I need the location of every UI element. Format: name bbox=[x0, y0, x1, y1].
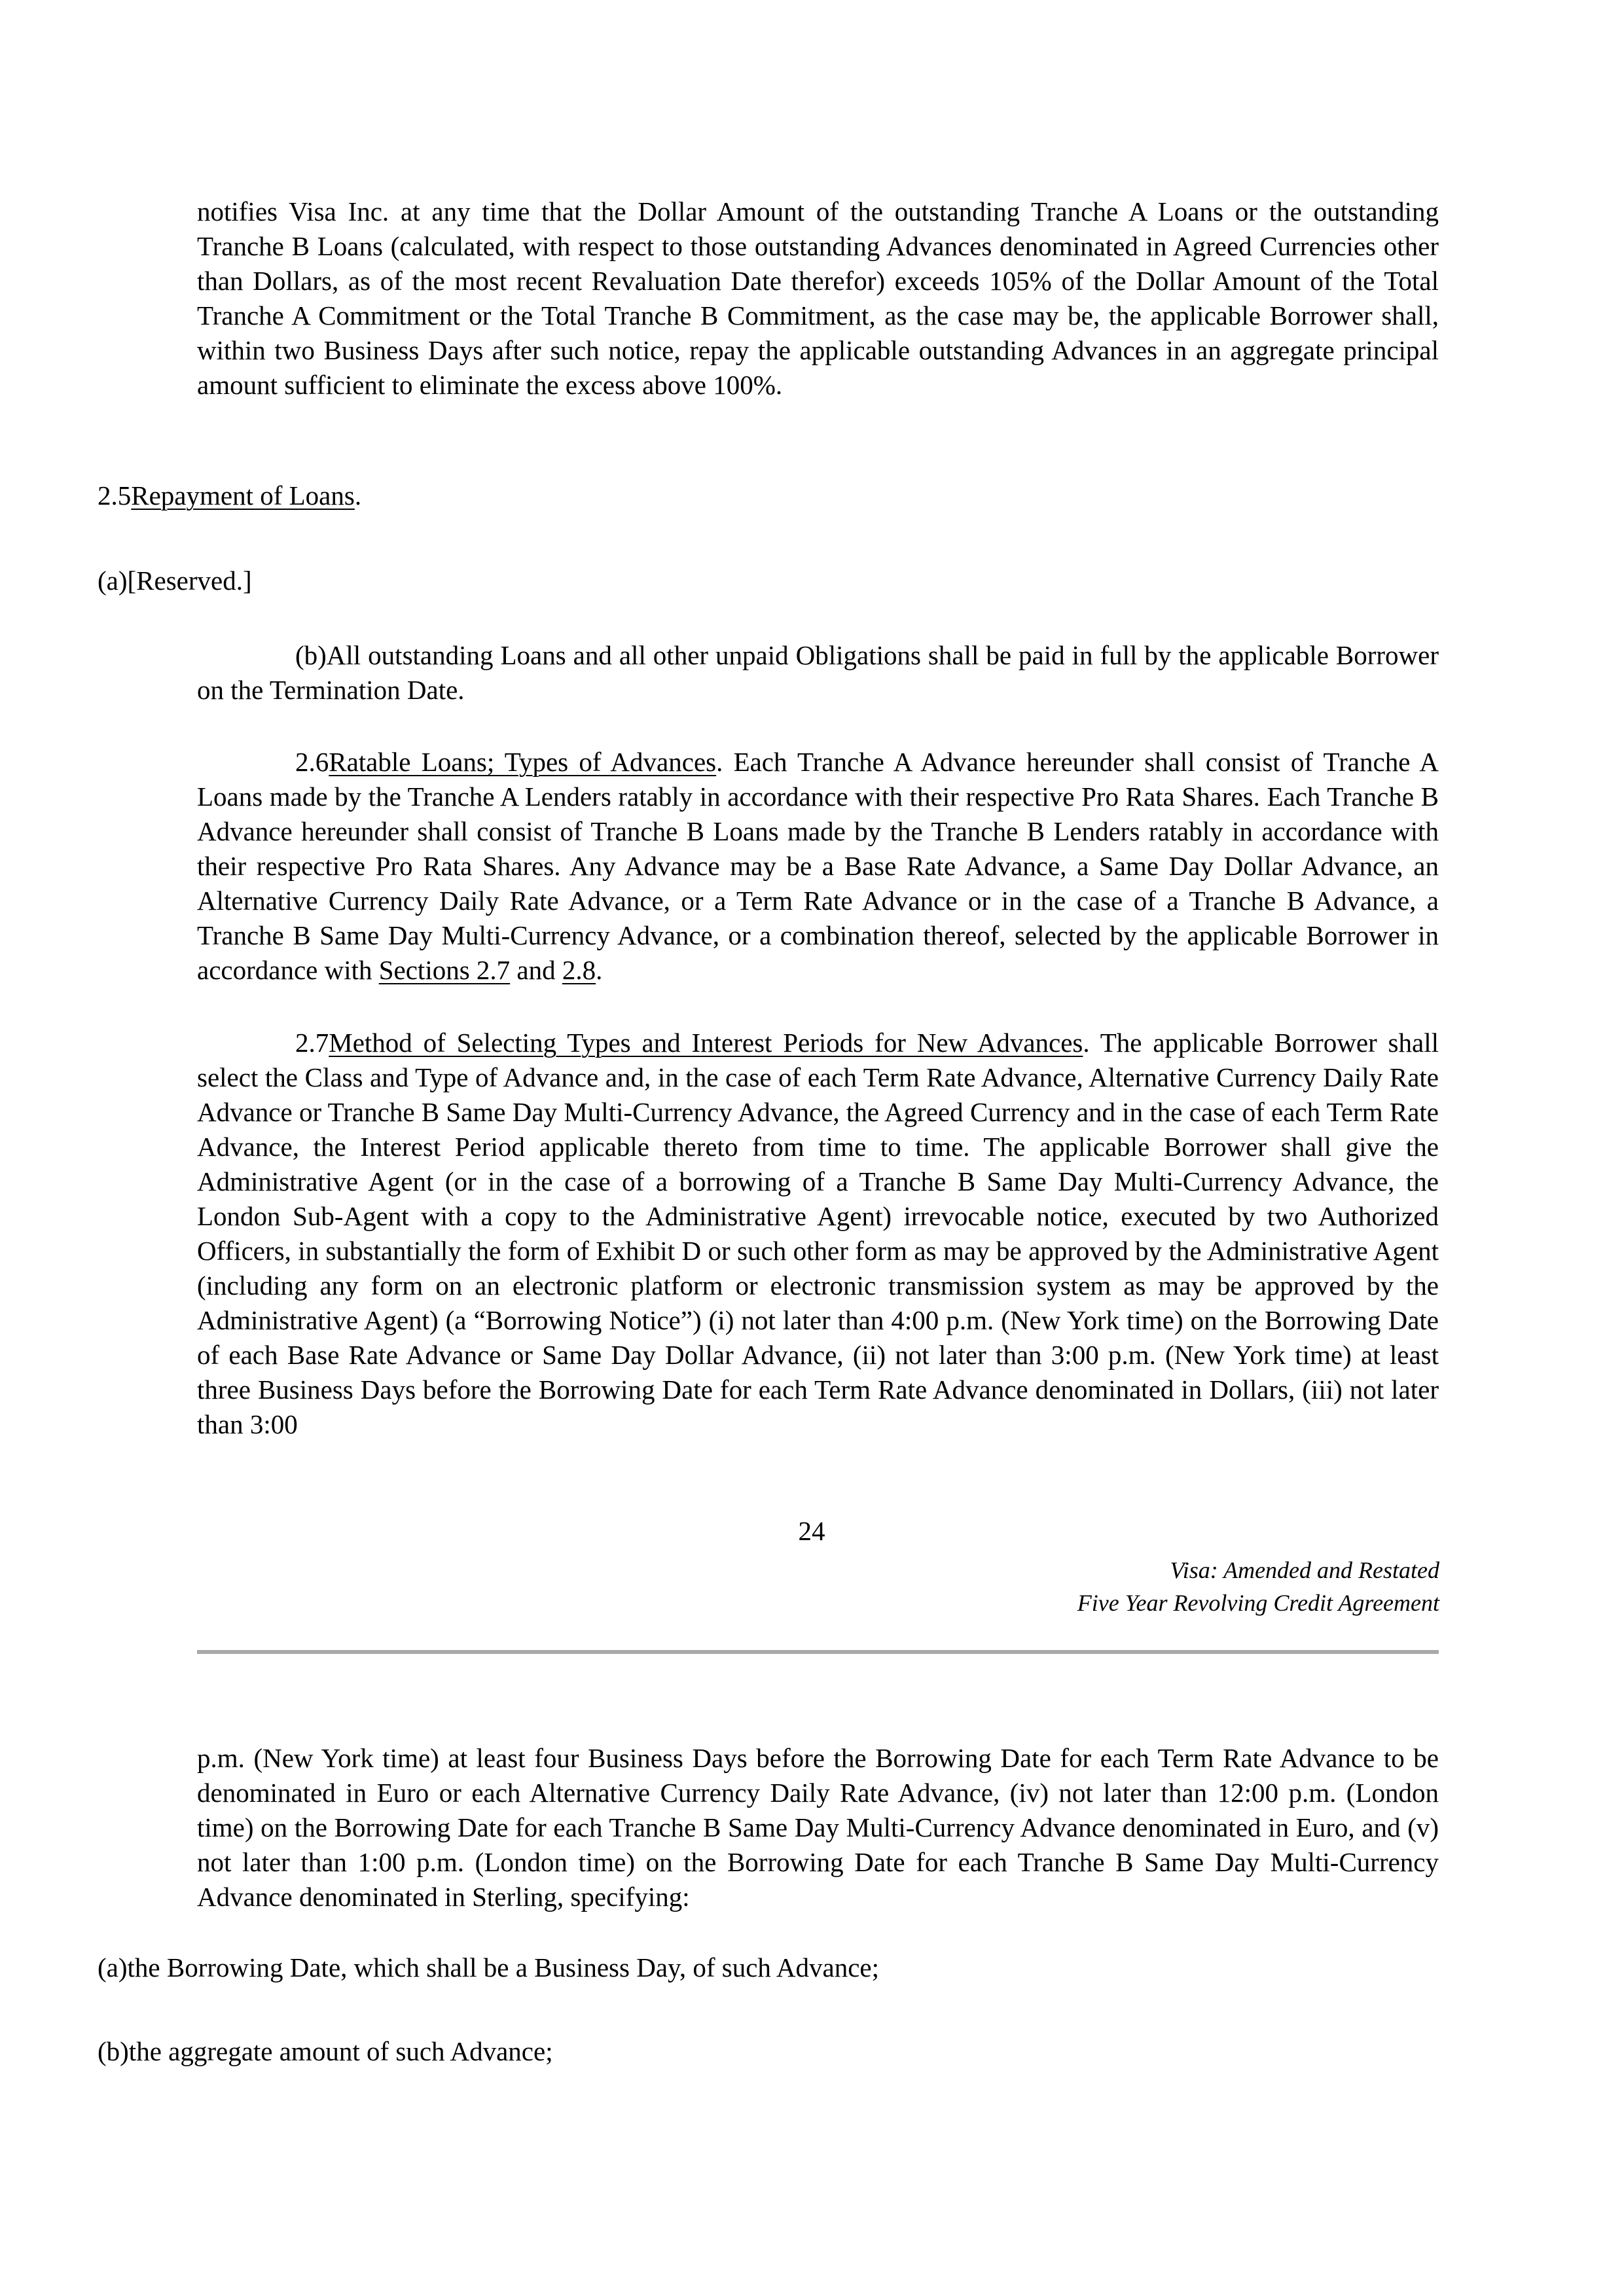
page-divider bbox=[197, 1650, 1439, 1654]
continuation-paragraph: p.m. (New York time) at least four Business Days before the Borrowing Date for each Term Rate Advance to be denominated in Euro or each Alternative Currency Daily Rate Advance, (iv) not later than 12:00 p.m. (London time) on the Borrowing Date for each Tranche B Same Day Multi-Currency Advance denominated in Euro, and (v) not later than 1:00 p.m. (London time) on the Borrowing Date for each Tranche B Same Day Multi-Currency Advance denominated in Sterling, specifying: bbox=[197, 1743, 1439, 1912]
section-number: 2.6 bbox=[295, 747, 329, 777]
section-body: . The applicable Borrower shall select the Class and Type of Advance and, in the case of each Term Rate Advance, Alternative Currency Daily Rate Advance or Tranche B Same Day Multi-Currency Advance, the Agreed Currency and in the case of each Term Rate Advance, the Interest Period applicable thereto from time to time. The applicable Borrower shall give the Administrative Agent (or in the case of a borrowing of a Tranche B Same Day Multi-Currency Advance, the London Sub-Agent with a copy to the Administrative Agent) irrevocable notice, executed by two Authorized Officers, in substantially the form of Exhibit D or such other form as may be approved by the Administrative Agent (including any form on an electronic platform or electronic transmission system as may be approved by the Administrative Agent) (a “Borrowing Notice”) (i) not later than 4:00 p.m. (New York time) on the Borrowing Date of each Base Rate Advance or Same Day Dollar Advance, (ii) not later than 3:00 p.m. (New York time) at least three Business Days before the Borrowing Date for each Term Rate Advance denominated in Dollars, (iii) not later than 3:00 bbox=[197, 1028, 1439, 1439]
page-number: 24 bbox=[798, 1516, 825, 1546]
list-item-a-borrowing-date: (a)the Borrowing Date, which shall be a Business Day, of such Advance; bbox=[98, 1952, 880, 1982]
section-title: Repayment of Loans bbox=[131, 480, 355, 511]
cross-reference: 2.8 bbox=[562, 955, 596, 985]
footer-line-1: Visa: Amended and Restated bbox=[1170, 1557, 1439, 1583]
section-2-7-paragraph bbox=[197, 1026, 1439, 1442]
list-item-a-reserved: (a)[Reserved.] bbox=[98, 565, 252, 596]
section-end: . bbox=[596, 955, 603, 985]
opening-paragraph: notifies Visa Inc. at any time that the Dollar Amount of the outstanding Tranche A Loans or the outstanding Tranche B Loans (calculated, with respect to those outstanding Advances denominated in Agreed Currencies other than Dollars, as of the most recent Revaluation Date therefor) exceeds 105% of the Dollar Amount of the Total Tranche A Commitment or the Total Tranche B Commitment, as the case may be, the applicable Borrower shall, within two Business Days after such notice, repay the applicable outstanding Advances in an aggregate principal amount sufficient to eliminate the excess above 100%. bbox=[197, 196, 1439, 400]
connector-text: and bbox=[510, 955, 562, 985]
list-item-b-aggregate-amount: (b)the aggregate amount of such Advance; bbox=[98, 2036, 553, 2066]
section-2-6-paragraph bbox=[197, 745, 1439, 988]
section-title: Method of Selecting Types and Interest Periods for New Advances bbox=[329, 1028, 1083, 1058]
section-number: 2.7 bbox=[295, 1028, 329, 1058]
list-item-b-paragraph: (b)All outstanding Loans and all other unpaid Obligations shall be paid in full by the applicable Borrower on the Termination Date. bbox=[197, 640, 1439, 705]
footer-line-2: Five Year Revolving Credit Agreement bbox=[1077, 1590, 1439, 1616]
section-body: . Each Tranche A Advance hereunder shall consist of Tranche A Loans made by the Tranche A Lenders ratably in accordance with their respective Pro Rata Shares. Each Tranche B Advance hereunder shall consist of Tranche B Loans made by the Tranche B Lenders ratably in accordance with their respective Pro Rata Shares. Any Advance may be a Base Rate Advance, a Same Day Dollar Advance, an Alternative Currency Daily Rate Advance, or a Term Rate Advance or in the case of a Tranche B Advance, a Tranche B Same Day Multi-Currency Advance, or a combination thereof, selected by the applicable Borrower in accordance with bbox=[197, 747, 1439, 985]
section-title: Ratable Loans; Types of Advances bbox=[329, 747, 717, 777]
section-punct: . bbox=[354, 480, 362, 511]
cross-reference: Sections 2.7 bbox=[378, 955, 511, 985]
section-heading-2-5 bbox=[98, 478, 1439, 513]
section-number: 2.5 bbox=[98, 480, 132, 511]
